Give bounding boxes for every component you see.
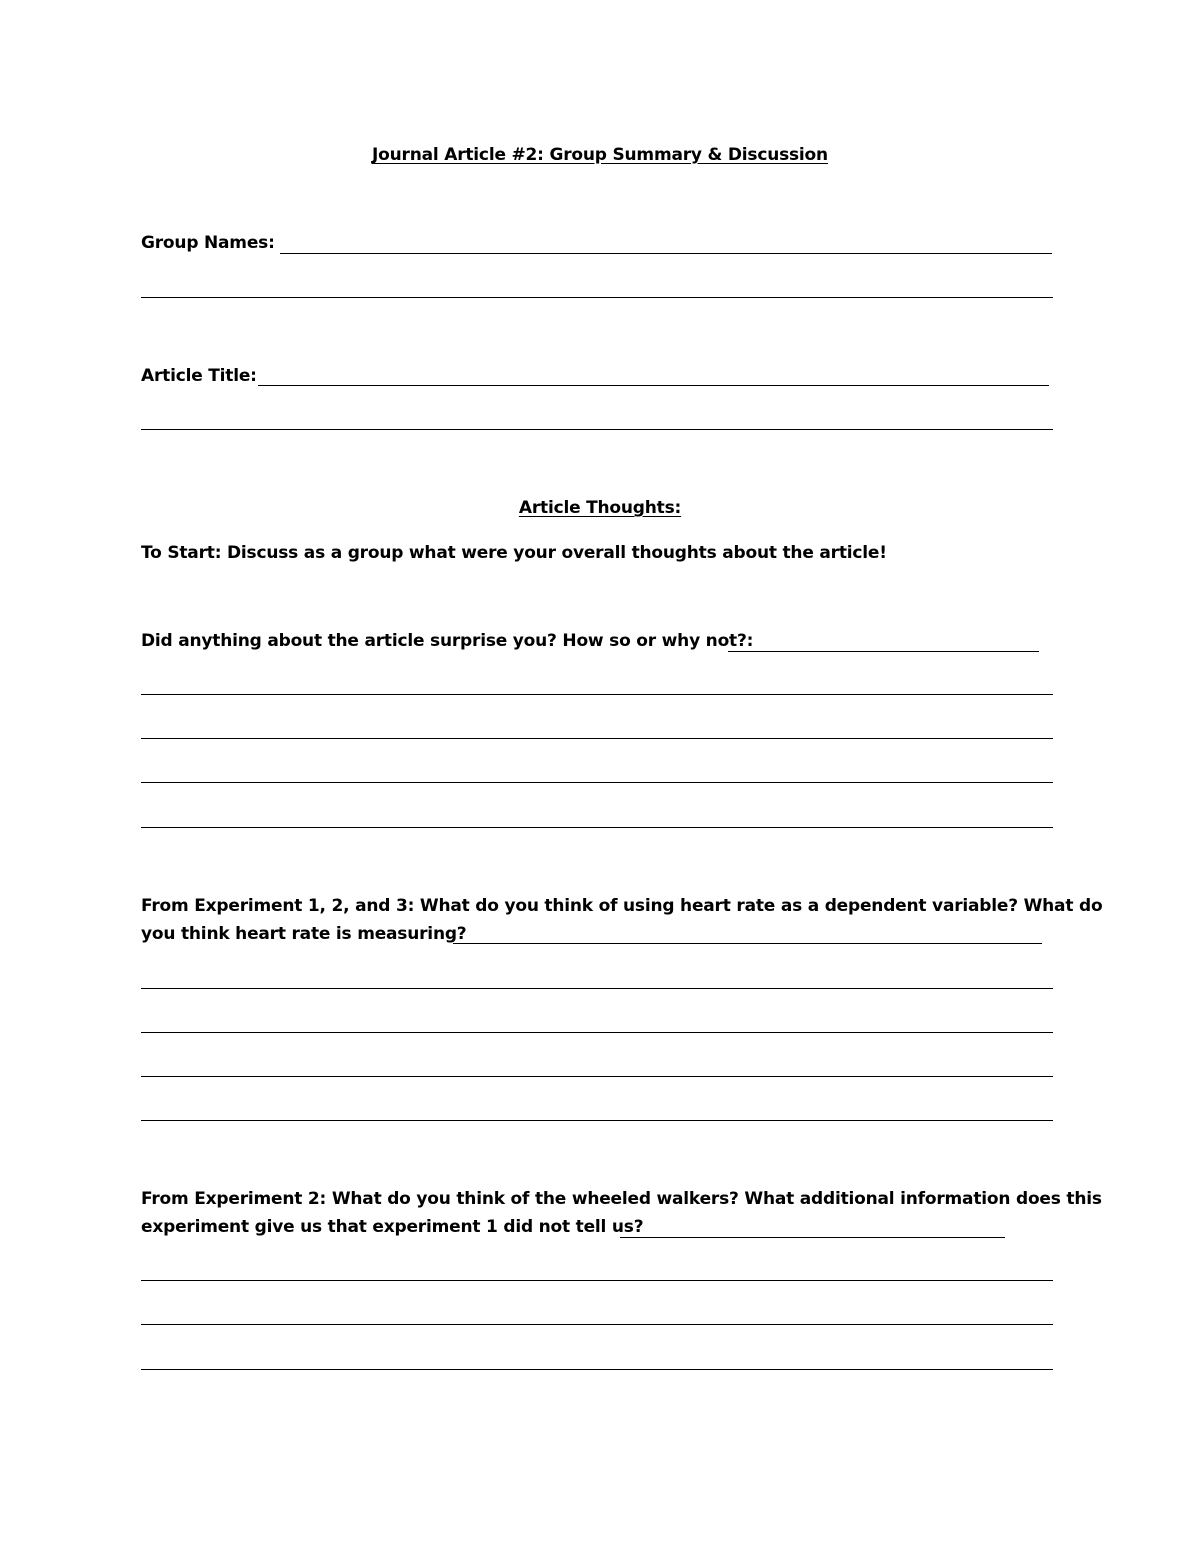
experiment-123-answer-line-4[interactable]	[141, 1120, 1053, 1121]
group-names-blank[interactable]	[280, 253, 1052, 254]
article-title-blank-2[interactable]	[141, 429, 1053, 430]
experiment-2-answer-line-3[interactable]	[141, 1369, 1053, 1370]
surprise-answer-line-1[interactable]	[141, 694, 1053, 695]
surprise-answer-line-3[interactable]	[141, 782, 1053, 783]
section-heading: Article Thoughts:	[518, 498, 682, 518]
surprise-question: Did anything about the article surprise you? How so or why not?:	[141, 631, 754, 651]
experiment-2-answer-line-2[interactable]	[141, 1324, 1053, 1325]
experiment-2-answer-line-1[interactable]	[141, 1280, 1053, 1281]
experiment-123-answer-line-2[interactable]	[141, 1032, 1053, 1033]
article-title-blank[interactable]	[258, 385, 1049, 386]
experiment-123-question-line-1: From Experiment 1, 2, and 3: What do you think of using heart rate as a dependent variable? What do	[141, 896, 1103, 916]
experiment-123-question-line-2: you think heart rate is measuring?	[141, 924, 467, 944]
page-title: Journal Article #2: Group Summary & Discussion	[372, 145, 828, 165]
experiment-123-answer-line-1[interactable]	[141, 988, 1053, 989]
to-start-prompt: To Start: Discuss as a group what were your overall thoughts about the article!	[141, 543, 887, 563]
experiment-2-question-line-2: experiment give us that experiment 1 did not tell us?	[141, 1217, 644, 1237]
experiment-123-answer-blank[interactable]	[453, 943, 1042, 944]
experiment-2-answer-blank[interactable]	[620, 1237, 1005, 1238]
experiment-123-answer-line-3[interactable]	[141, 1076, 1053, 1077]
surprise-answer-line-2[interactable]	[141, 738, 1053, 739]
surprise-answer-line-4[interactable]	[141, 827, 1053, 828]
group-names-blank-2[interactable]	[141, 297, 1053, 298]
article-title-label: Article Title:	[141, 366, 257, 386]
experiment-2-question-line-1: From Experiment 2: What do you think of the wheeled walkers? What additional information does this	[141, 1189, 1102, 1209]
surprise-answer-blank[interactable]	[728, 651, 1039, 652]
group-names-label: Group Names:	[141, 233, 275, 253]
